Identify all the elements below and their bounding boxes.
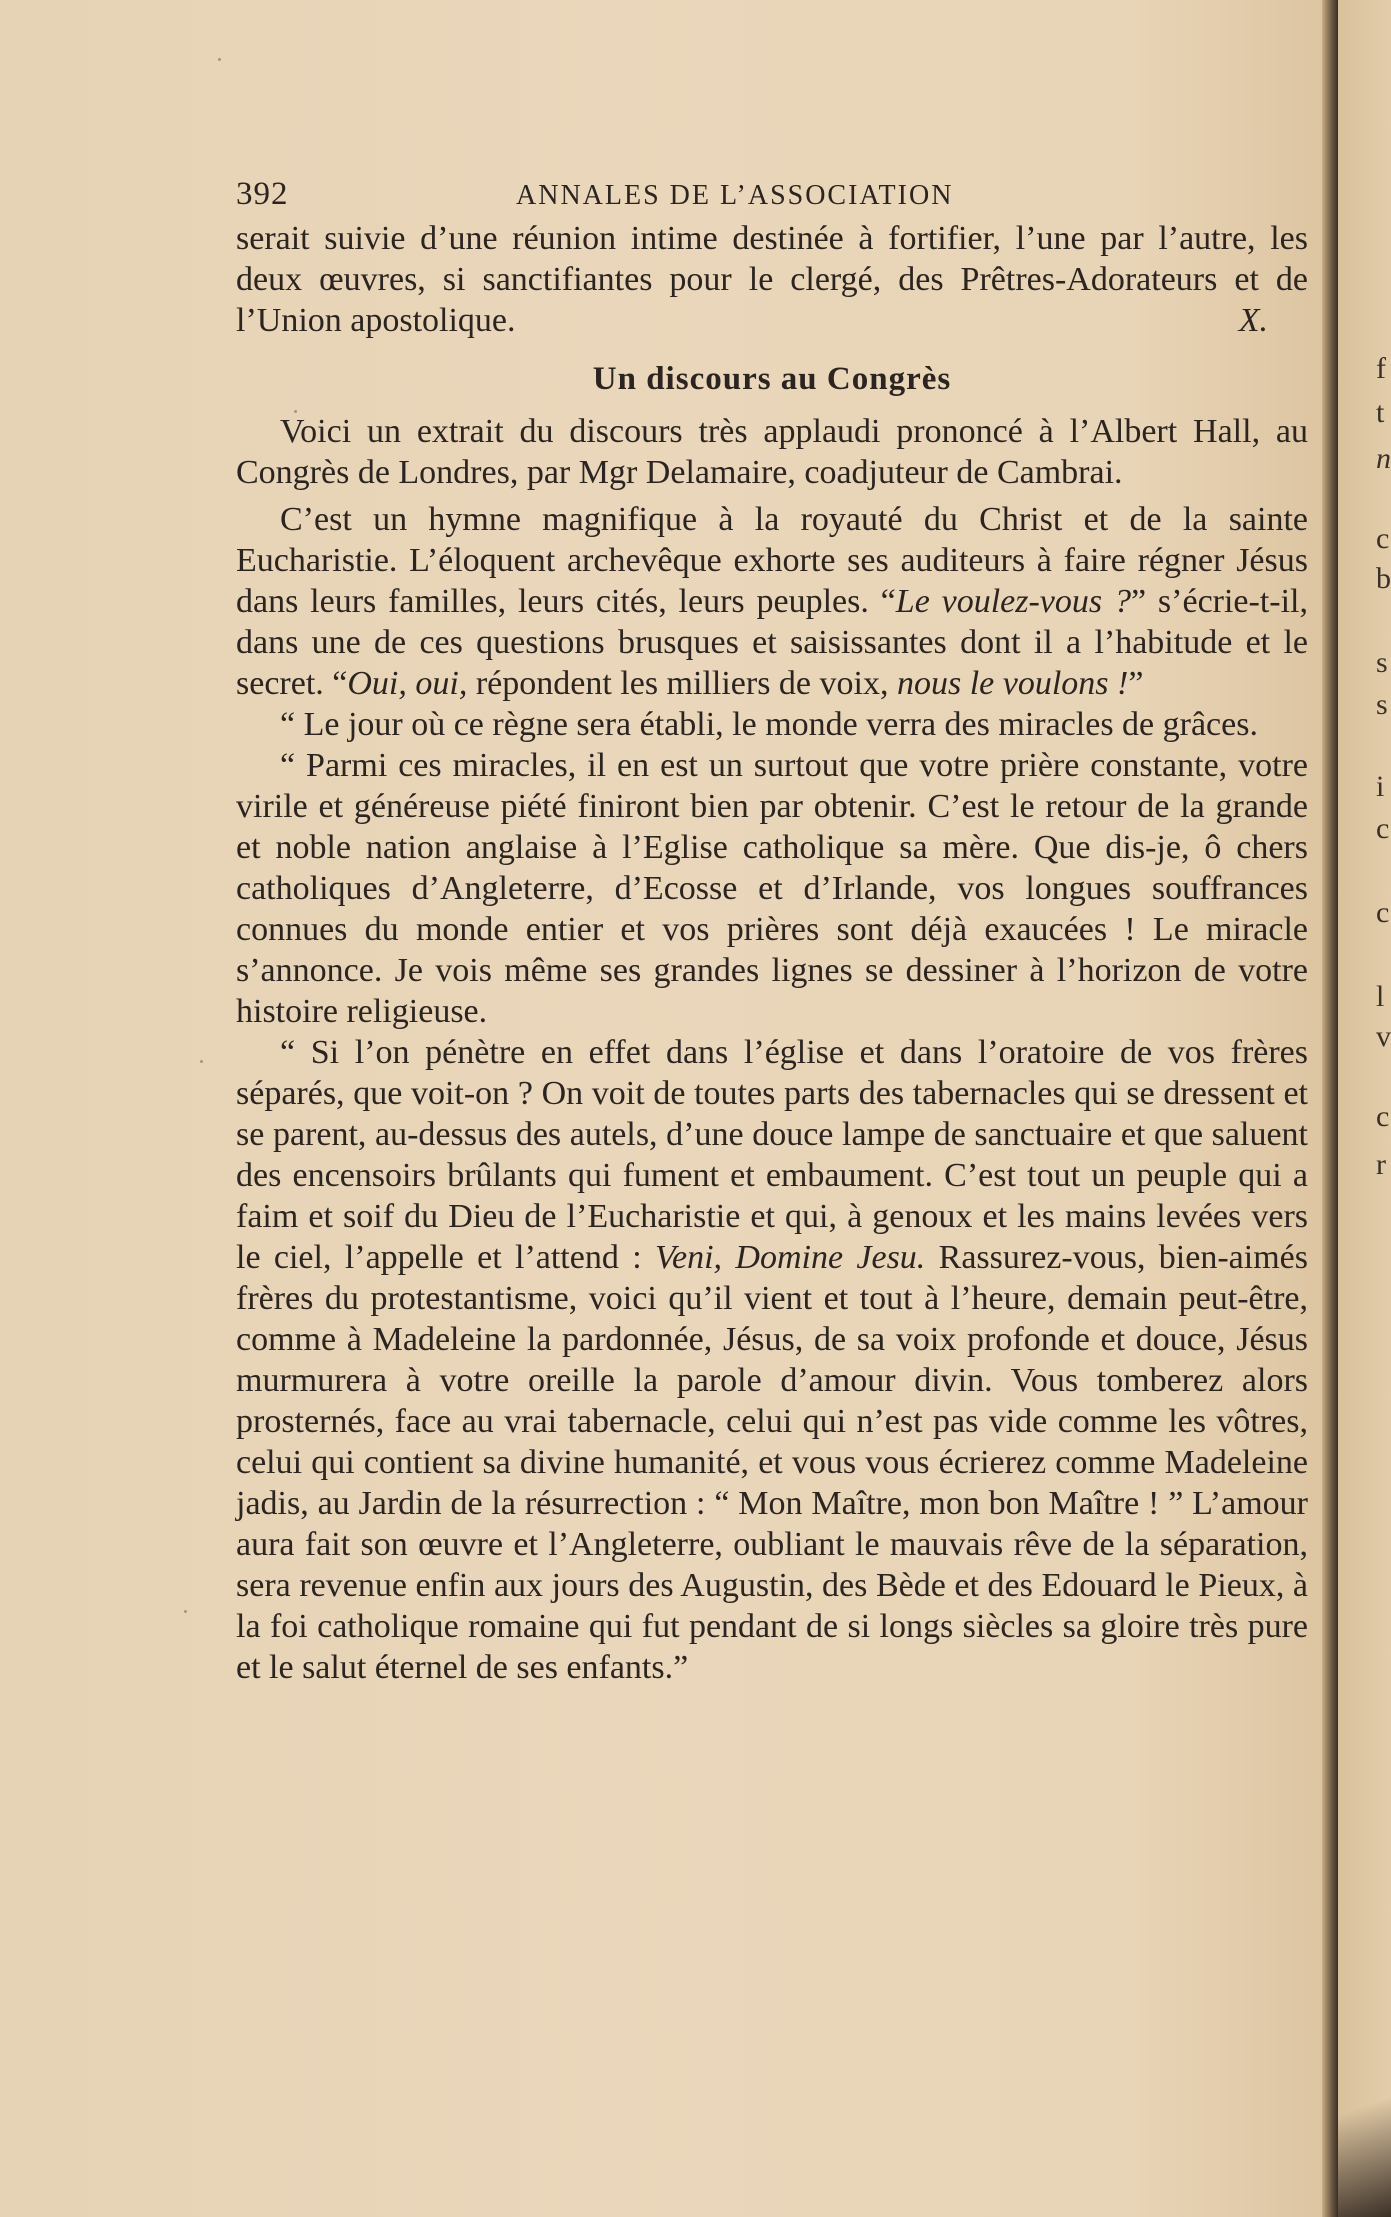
paragraph-2-text-4: ” xyxy=(1128,665,1144,702)
adjacent-page-edge xyxy=(1338,0,1391,2217)
paragraph-5-text: “ Si l’on pénètre en effet dans l’église et dans l’oratoire de vos frères séparés, que voit-on ? On voit de toutes parts des tabernacles qui se dressent et se parent, au-dessus des autels, d’une douce lampe de sanctuaire et que saluent des encensoirs brûlants qui fument et embaument. C’est tout un peuple qui a faim et soif du Dieu de l’Eucharistie et qui, à genoux et les mains levées vers le ciel, l’appelle et l’attend : xyxy=(236,1034,1308,1276)
page-number: 392 xyxy=(236,176,289,212)
opening-paragraph xyxy=(236,218,1308,341)
paragraph-5-text-2: Rassurez-vous, bien-aimés frères du protestantisme, voici qu’il vient et tout à l’heure, demain peut-être, comme à Madeleine la pardonnée, Jésus, de sa voix profonde et douce, Jésus murmurera à votre oreille la parole d’amour divin. Vous tomberez alors prosternés, face au vrai tabernacle, celui qui n’est pas vide comme les vôtres, celui qui contient sa divine humanité, et vous vous écrierez comme Madeleine jadis, au Jardin de la résurrection : “ Mon Maître, mon bon Maître ! ” L’amour aura fait son œuvre et l’Angleterre, oubliant le mauvais rêve de la séparation, sera revenue enfin aux jours des Augustin, des Bède et des Edouard le Pieux, à la foi catholique romaine qui fut pendant de si longs siècles sa gloire très pure et le salut éternel de ses enfants.” xyxy=(236,1239,1308,1686)
adjacent-page-fragment: l xyxy=(1376,980,1385,1013)
paragraph-4: “ Parmi ces miracles, il en est un surtout que votre prière constante, votre virile et généreuse piété finiront bien par obtenir. C’est le retour de la grande et noble nation anglaise à l’Eglise catholique sa mère. Que dis-je, ô chers catholiques d’Angleterre, d’Ecosse et d’Irlande, vos longues souffrances connues du monde entier et vos prières sont déjà exaucées ! Le miracle s’annonce. Je vois même ses grandes lignes se dessiner à l’horizon de votre histoire religieuse. xyxy=(236,747,1308,1030)
page-corner-shadow xyxy=(1338,2037,1391,2217)
opening-paragraph-text: serait suivie d’une réunion intime destinée à fortifier, l’une par l’autre, les deux œuvres, si sanctifiantes pour le clergé, des Prêtres-Adorateurs et de l’Union apostolique. xyxy=(236,220,1308,339)
adjacent-page-fragment: c xyxy=(1376,1100,1390,1133)
adjacent-page-fragment: r xyxy=(1376,1148,1386,1181)
adjacent-page-fragment: c xyxy=(1376,896,1390,929)
adjacent-page-fragment: f xyxy=(1376,352,1386,385)
paragraph-2-italic-answer: Oui, oui, xyxy=(347,665,468,702)
paragraph-2-text: C’est un hymne magnifique à la royauté du Christ et de la sainte Eucharistie. L’éloquent archevêque exhorte ses auditeurs à faire régner Jésus dans leurs familles, leurs cités, leurs peuples. “ xyxy=(236,501,1308,620)
adjacent-page-fragment: n xyxy=(1376,442,1391,475)
paper-speck xyxy=(200,1060,203,1063)
adjacent-page-fragment: b xyxy=(1376,562,1391,595)
paper-speck xyxy=(184,1610,187,1613)
adjacent-page-fragment: i xyxy=(1376,770,1385,803)
page-content xyxy=(236,170,1308,1688)
paragraph-2 xyxy=(236,499,1308,704)
adjacent-page-fragment: s xyxy=(1376,646,1388,679)
paragraph-5-italic-latin: Veni, Domine Jesu. xyxy=(655,1239,926,1276)
adjacent-page-fragment: c xyxy=(1376,812,1390,845)
book-gutter xyxy=(1322,0,1338,2217)
body-text xyxy=(236,218,1308,1688)
running-head xyxy=(236,170,1308,218)
paragraph-1: Voici un extrait du discours très applaudi prononcé à l’Albert Hall, au Congrès de Londres, par Mgr Delamaire, coadjuteur de Cambrai. xyxy=(236,413,1308,491)
paragraph-2-italic-response: nous le voulons ! xyxy=(896,665,1129,702)
adjacent-page-fragment: c xyxy=(1376,522,1390,555)
paragraph-2-italic-question: Le voulez-vous ? xyxy=(895,583,1131,620)
paragraph-2-text-2: ” s’écrie-t-il, dans une de ces questions brusques et saisissantes dont il a l’habitude et le secret. “ xyxy=(236,583,1308,702)
adjacent-page-fragment: t xyxy=(1376,396,1385,429)
paragraph-2-text-3: répondent les milliers de voix, xyxy=(467,665,897,702)
adjacent-page-fragment: v xyxy=(1376,1020,1391,1053)
section-title: Un discours au Congrès xyxy=(592,361,952,397)
paragraph-5 xyxy=(236,1032,1308,1688)
paragraph-3: “ Le jour où ce règne sera établi, le monde verra des miracles de grâces. xyxy=(280,706,1258,743)
adjacent-page-fragment: s xyxy=(1376,688,1388,721)
paper-speck xyxy=(218,58,221,61)
running-title: ANNALES DE L’ASSOCIATION xyxy=(516,180,954,211)
opening-signature: X. xyxy=(1238,302,1268,339)
